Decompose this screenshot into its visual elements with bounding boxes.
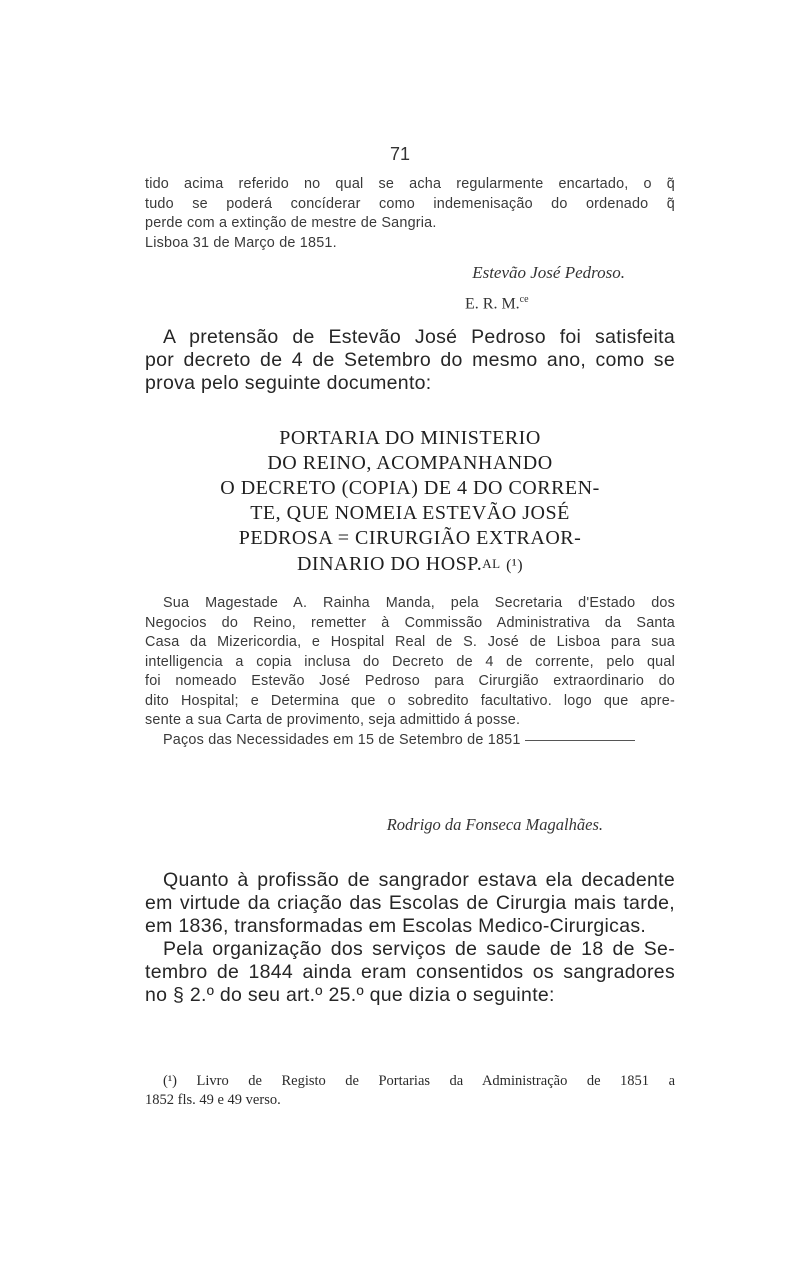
footnote-line-1: (¹) Livro de Registo de Portarias da Administração de 1851 a xyxy=(163,1073,675,1089)
paragraph-pretension xyxy=(145,326,675,395)
signature-magalhaes: Rodrigo da Fonseca Magalhães. xyxy=(386,815,603,834)
portaria-line-7: sente a sua Carta de provimento, seja admittido á posse. xyxy=(145,712,521,728)
top-paragraph xyxy=(145,175,675,253)
portaria-line-6: dito Hospital; e Determina que o sobredito facultativo. logo que apre- xyxy=(145,692,675,709)
heading-footnote-marker: (¹) xyxy=(506,557,524,574)
paragraph-sangrador xyxy=(145,869,675,1007)
heading-line-2: DO REINO, ACOMPANHANDO xyxy=(267,452,553,474)
paragraph-sangrador-line-1: Quanto à profissão de sangrador estava ela decadente xyxy=(163,869,675,891)
footnote-line-2: 1852 fls. 49 e 49 verso. xyxy=(145,1092,281,1108)
portaria-date-rule xyxy=(525,740,635,741)
heading-line-4: TE, QUE NOMEIA ESTEVÃO JOSÉ xyxy=(250,502,570,524)
top-paragraph-line-3: perde com a extinção de mestre de Sangria. xyxy=(145,215,437,231)
heading-line-5: PEDROSA = CIRURGIÃO EXTRAOR- xyxy=(238,527,582,549)
footnote xyxy=(145,1072,675,1110)
signature-pedroso: Estevão José Pedroso. xyxy=(472,263,625,282)
top-paragraph-line-1: tido acima referido no qual se acha regularmente encartado, o q̃ xyxy=(145,176,675,192)
signature-initials xyxy=(465,294,529,313)
portaria-line-1: Sua Magestade A. Rainha Manda, pela Secretaria d'Estado dos xyxy=(163,595,675,611)
portaria-line-5: foi nomeado Estevão José Pedroso para Cirurgião extraordinario do xyxy=(145,673,675,689)
portaria-line-3: Casa da Mizericordia, e Hospital Real de S. José de Lisboa para sua xyxy=(145,634,675,650)
paragraph-pretension-line-1: A pretensão de Estevão José Pedroso foi satisfeita xyxy=(163,326,675,348)
portaria-date xyxy=(145,731,675,751)
top-paragraph-line-2: tudo se poderá concíderar como indemenisação do ordenado q̃ xyxy=(145,195,675,212)
portaria-line-2: Negocios do Reino, remetter à Commissão Administrativa da Santa xyxy=(145,614,675,631)
top-paragraph-date: Lisboa 31 de Março de 1851. xyxy=(145,234,337,251)
portaria-date-text: Paços das Necessidades em 15 de Setembro de 1851 xyxy=(163,731,521,748)
paragraph-sangrador-line-2: em virtude da criação das Escolas de Cirurgia mais tarde, xyxy=(145,892,675,914)
heading-line-3: O DECRETO (COPIA) DE 4 DO CORREN- xyxy=(220,477,600,499)
heading-line-6 xyxy=(145,551,675,578)
paragraph-sangrador-line-6: no § 2.º do seu art.º 25.º que dizia o seguinte: xyxy=(145,984,555,1006)
signature-initials-sup: ce xyxy=(519,294,529,305)
signature-initials-text: E. R. M. xyxy=(465,295,520,313)
page-number: 71 xyxy=(389,144,411,164)
portaria-line-4: intelligencia a copia inclusa do Decreto de 4 de corrente, pelo qual xyxy=(145,653,675,670)
portaria-text xyxy=(145,594,675,750)
paragraph-sangrador-line-5: tembro de 1844 ainda eram consentidos os sangradores xyxy=(145,961,675,983)
paragraph-pretension-line-3: prova pelo seguinte documento: xyxy=(145,372,432,394)
heading-line-6-text: DINARIO DO HOSP. xyxy=(296,553,483,575)
heading-line-1: PORTARIA DO MINISTERIO xyxy=(279,427,541,449)
paragraph-pretension-line-2: por decreto de 4 de Setembro do mesmo ano, como se xyxy=(145,349,675,371)
paragraph-sangrador-line-4: Pela organização dos serviços de saude de 18 de Se- xyxy=(163,938,675,960)
heading-line-6-small: AL xyxy=(482,556,501,571)
paragraph-sangrador-line-3: em 1836, transformadas em Escolas Medico-Cirurgicas. xyxy=(145,915,647,937)
portaria-heading xyxy=(145,426,675,578)
